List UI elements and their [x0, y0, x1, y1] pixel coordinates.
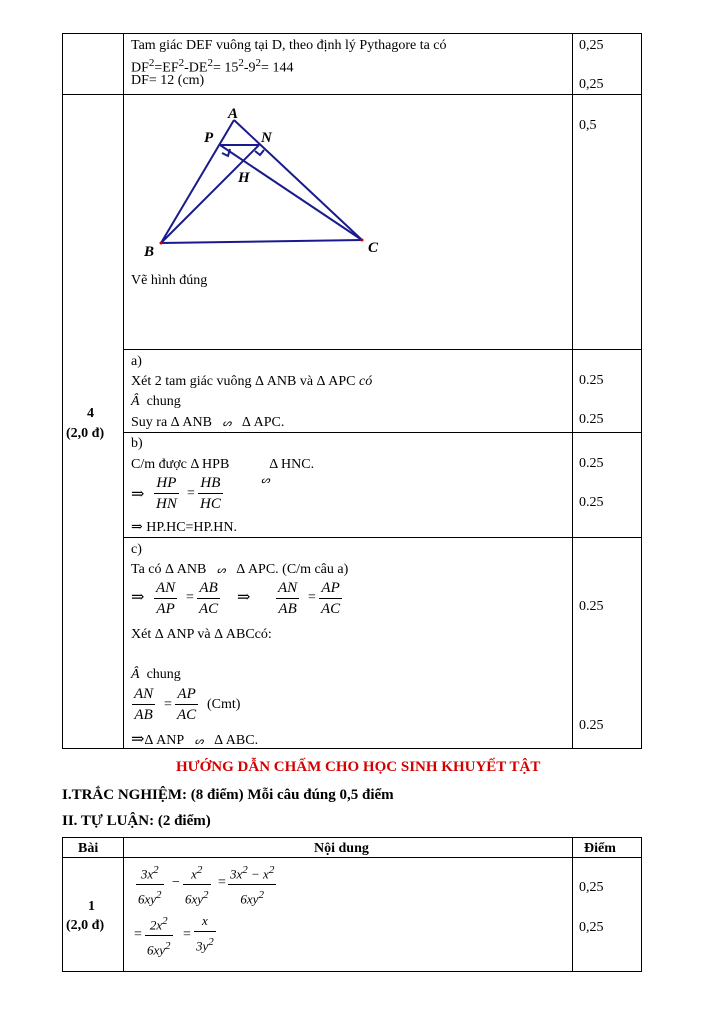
label-b: B [144, 244, 155, 260]
score: 0,25 [579, 880, 604, 895]
score: 0.25 [579, 495, 604, 510]
part-a-line2: Â chung [131, 394, 181, 409]
expr-2x2-over-6xy2: $2x^2$ $6xy^2$ [147, 915, 171, 958]
expr-3x2-over-6xy2: $3x^2$ $6xy^2$ [138, 864, 162, 907]
point-c [361, 239, 364, 242]
equals: = [186, 590, 194, 605]
bai-points: (2,0 đ) [66, 918, 105, 933]
score: 0,5 [579, 118, 597, 133]
expr-combined: $3x^2 - x^2$ $6xy^2$ [230, 864, 275, 907]
score: 0,25 [579, 920, 604, 935]
triangle-figure [124, 96, 572, 266]
equals: = [308, 590, 316, 605]
score: 0.25 [579, 412, 604, 427]
fraction-ap-ac: AP AC [321, 580, 341, 617]
implies-symbol: ⇒ [237, 589, 251, 606]
expr-x-over-3y2: x $3y^2$ [196, 913, 214, 954]
part-c-line3: Xét Δ ANP và Δ ABCcó: [131, 627, 272, 642]
part2-heading: II. TỰ LUẬN: (2 điểm) [62, 813, 211, 829]
fraction-an-ab: AN AB [134, 686, 154, 723]
score: 0,25 [579, 38, 604, 53]
part-c-label: c) [131, 542, 142, 557]
label-n: N [261, 130, 272, 146]
label-c: C [368, 240, 379, 256]
equals: = [218, 875, 226, 890]
pythagore-line2: $DF^2=EF^2-DE^2= 15^2-9^2= 144$ [131, 57, 294, 76]
part-c-chung: Â chung [131, 667, 181, 682]
pythagore-line1: Tam giác DEF vuông tại D, theo định lý Pythagore ta có [131, 38, 447, 53]
label-h: H [238, 170, 250, 186]
expr-x2-over-6xy2: $x^2$ $6xy^2$ [185, 864, 209, 907]
equals: = [183, 927, 191, 942]
fraction-hp-hn: HP HN [156, 475, 177, 512]
score: 0.25 [579, 373, 604, 388]
point-b [160, 242, 163, 245]
part-b-label: b) [131, 436, 143, 451]
label-a: A [228, 106, 239, 122]
section-title: HƯỚNG DẪN CHẤM CHO HỌC SINH KHUYẾT TẬT [176, 759, 541, 775]
figure-caption: Vẽ hình đúng [131, 273, 208, 288]
bai-points: (2,0 đ) [66, 426, 105, 441]
part1-heading: I.TRẮC NGHIỆM: (8 điểm) Mỗi câu đúng 0,5 điểm [62, 787, 394, 803]
header-noidung: Nội dung [314, 841, 369, 856]
pythagore-line3: DF= 12 (cm) [131, 73, 205, 88]
part-a-line3: Suy ra Δ ANB ᔕ Δ APC. [131, 415, 285, 430]
fraction-an-ap: AN AP [156, 580, 176, 617]
score: 0.25 [579, 718, 604, 733]
equals: = [164, 697, 172, 712]
side-bc [161, 240, 362, 243]
fraction-ap-ac: AP AC [177, 686, 197, 723]
implies-symbol: ⇒ [131, 486, 145, 503]
part-a-label: a) [131, 354, 142, 369]
fraction-an-ab: AN AB [278, 580, 298, 617]
side-ac [234, 120, 362, 240]
label-p: P [204, 130, 214, 146]
cmt-note: (Cmt) [207, 697, 241, 712]
header-diem: Điểm [584, 841, 616, 856]
similar-symbol: ᔕ [261, 475, 270, 486]
score: 0,25 [579, 77, 604, 92]
bai-number: 4 [87, 406, 94, 421]
score: 0.25 [579, 599, 604, 614]
right-angle-n [255, 150, 264, 155]
equals: = [187, 486, 195, 501]
implies-symbol: ⇒ [131, 589, 145, 606]
part-b-line3: ⇒ HP.HC=HP.HN. [131, 520, 237, 535]
altitude-cp [220, 145, 362, 240]
part-c-last: ⇒Δ ANP ᔕ Δ ABC. [131, 731, 259, 748]
part-b-line1: C/m được Δ HPB Δ HNC. [131, 457, 315, 472]
fraction-ab-ac: AB AC [199, 580, 219, 617]
part-a-line1: Xét 2 tam giác vuông Δ ANB và Δ APC có [131, 374, 373, 389]
score: 0.25 [579, 456, 604, 471]
bai-number: 1 [88, 899, 95, 914]
part-c-line1: Ta có Δ ANB ᔕ Δ APC. (C/m câu a) [131, 562, 349, 577]
equals: = [134, 927, 142, 942]
header-bai: Bài [78, 841, 99, 856]
fraction-hb-hc: HB HC [200, 475, 221, 512]
minus: − [172, 875, 180, 890]
